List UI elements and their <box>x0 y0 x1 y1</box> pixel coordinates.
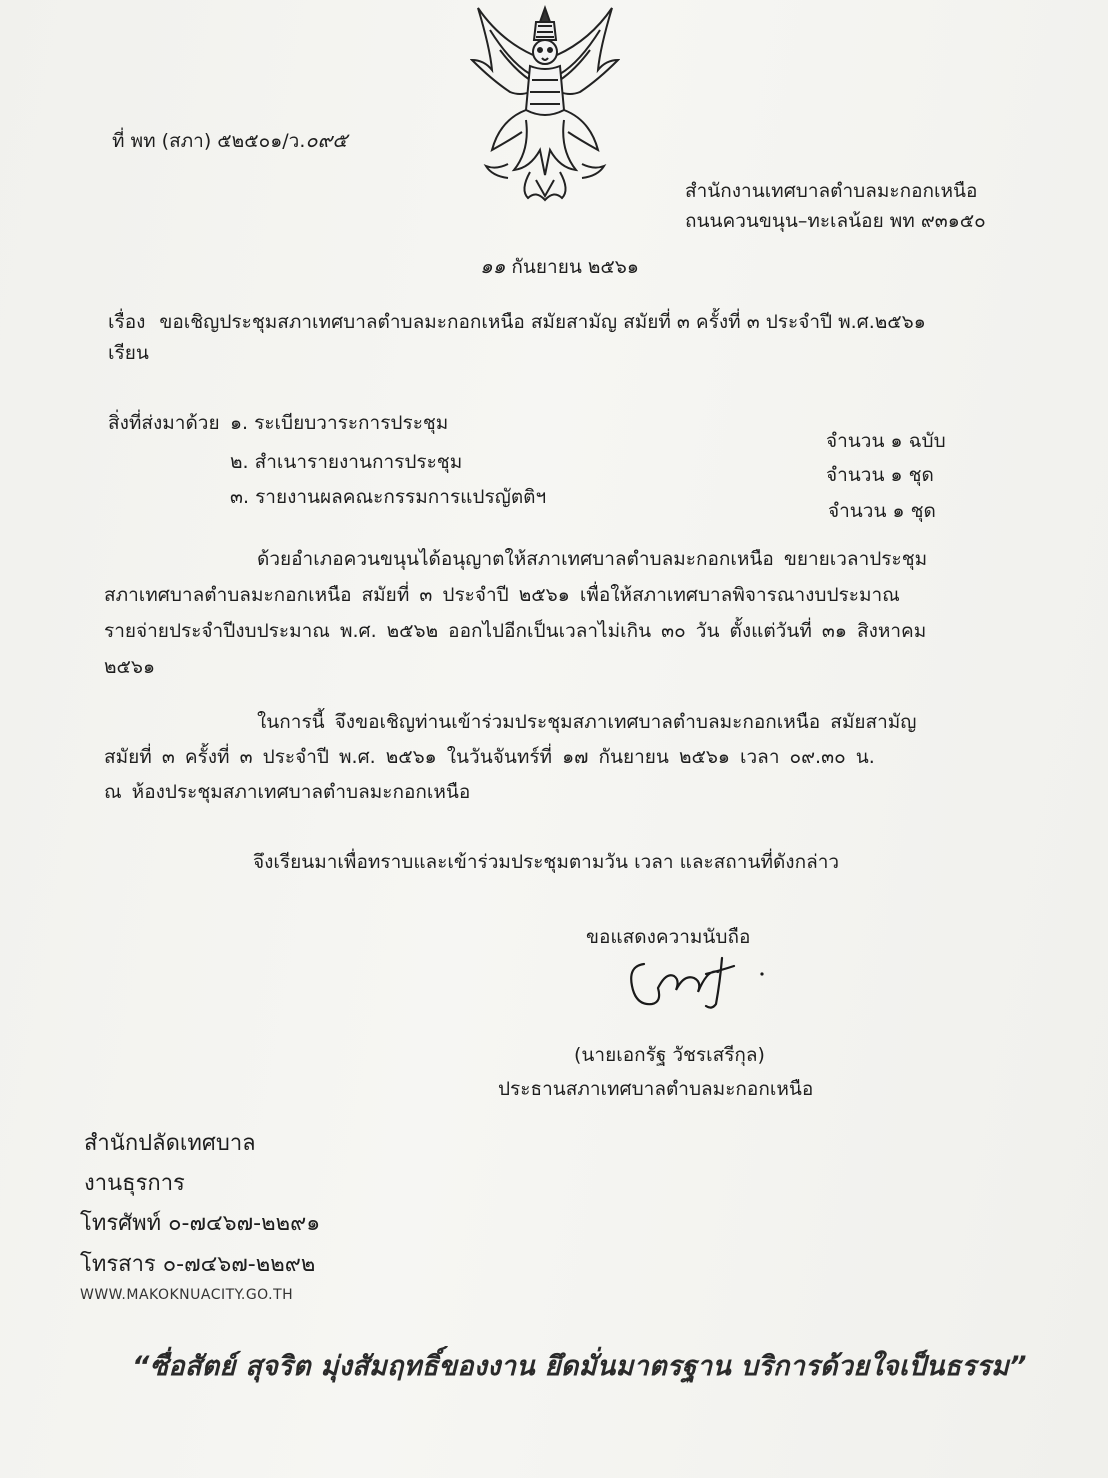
paragraph-line: รายจ่ายประจำปีงบประมาณ พ.ศ. ๒๕๖๒ ออกไปอีกเป็นเวลาไม่เกิน ๓๐ วัน ตั้งแต่วันที่ ๓๑ สิงหาคม <box>104 620 927 642</box>
enclosure-item: ๒. สำเนารายงานการประชุม <box>230 451 463 473</box>
regards-text: ขอแสดงความนับถือ <box>586 926 751 948</box>
reference-number <box>112 124 347 156</box>
body-paragraph-1 <box>104 541 927 685</box>
office-name: สำนักงานเทศบาลตำบลมะกอกเหนือ <box>685 180 978 202</box>
footer-department: สำนักปลัดเทศบาล <box>84 1131 256 1156</box>
handwritten-signature <box>622 952 772 1012</box>
signatory-name: (นายเอกรัฐ วัชรเสรีกุล) <box>574 1044 765 1066</box>
subject-text: ขอเชิญประชุมสภาเทศบาลตำบลมะกอกเหนือ สมัยสามัญ สมัยที่ ๓ ครั้งที่ ๓ ประจำปี พ.ศ.๒๕๖๑ <box>159 311 926 333</box>
footer-section: งานธุรการ <box>84 1171 185 1196</box>
footer-motto: “ซื่อสัตย์ สุจริต มุ่งสัมฤทธิ์ของงาน ยึดมั่นมาตรฐาน บริการด้วยใจเป็นธรรม” <box>132 1351 1027 1382</box>
subject-line <box>108 307 926 337</box>
enclosure-item: ๑. ระเบียบวาระการประชุม <box>230 412 449 434</box>
enclosure-quantity: จำนวน ๑ ชุด <box>826 464 934 486</box>
body-paragraph-2 <box>104 705 916 810</box>
paragraph-line: ในการนี้ จึงขอเชิญท่านเข้าร่วมประชุมสภาเทศบาลตำบลมะกอกเหนือ สมัยสามัญ <box>257 711 917 733</box>
paragraph-line: สมัยที่ ๓ ครั้งที่ ๓ ประจำปี พ.ศ. ๒๕๖๑ ในวันจันทร์ที่ ๑๗ กันยายน ๒๕๖๑ เวลา ๐๙.๓๐ น. <box>104 746 875 768</box>
enclosure-item: ๓. รายงานผลคณะกรรมการแปรญัตติฯ <box>230 486 547 508</box>
date-month-year: กันยายน ๒๕๖๑ <box>505 256 639 278</box>
salutation: เรียน <box>108 342 149 364</box>
document-date <box>480 250 639 282</box>
enclosures-label: สิ่งที่ส่งมาด้วย <box>108 412 220 434</box>
garuda-emblem-icon <box>470 0 620 205</box>
subject-label: เรื่อง <box>108 311 146 333</box>
enclosure-quantity: จำนวน ๑ ชุด <box>828 500 936 522</box>
signatory-position: ประธานสภาเทศบาลตำบลมะกอกเหนือ <box>498 1078 814 1100</box>
paragraph-line: ด้วยอำเภอควนขนุนได้อนุญาตให้สภาเทศบาลตำบลมะกอกเหนือ ขยายเวลาประชุม <box>257 548 928 570</box>
enclosure-quantity: จำนวน ๑ ฉบับ <box>826 430 946 452</box>
paragraph-line: สภาเทศบาลตำบลมะกอกเหนือ สมัยที่ ๓ ประจำปี ๒๕๖๑ เพื่อให้สภาเทศบาลพิจารณางบประมาณ <box>104 584 900 606</box>
footer-fax: โทรสาร ๐-๗๔๖๗-๒๒๙๒ <box>80 1252 316 1277</box>
footer-phone: โทรศัพท์ ๐-๗๔๖๗-๒๒๙๑ <box>80 1211 321 1236</box>
paragraph-line: ณ ห้องประชุมสภาเทศบาลตำบลมะกอกเหนือ <box>104 781 471 803</box>
office-address: ถนนควนขนุน–ทะเลน้อย พท ๙๓๑๕๐ <box>685 210 986 232</box>
reference-handwritten-number: ๐๙๕ <box>305 128 348 152</box>
closing-sentence: จึงเรียนมาเพื่อทราบและเข้าร่วมประชุมตามวัน เวลา และสถานที่ดังกล่าว <box>253 851 840 873</box>
paragraph-line: ๒๕๖๑ <box>104 656 156 678</box>
footer-website: WWW.MAKOKNUACITY.GO.TH <box>80 1287 294 1303</box>
date-day: ๑๑ <box>480 254 506 278</box>
reference-prefix: ที่ พท (สภา) ๕๒๕๐๑/ว. <box>112 130 306 152</box>
